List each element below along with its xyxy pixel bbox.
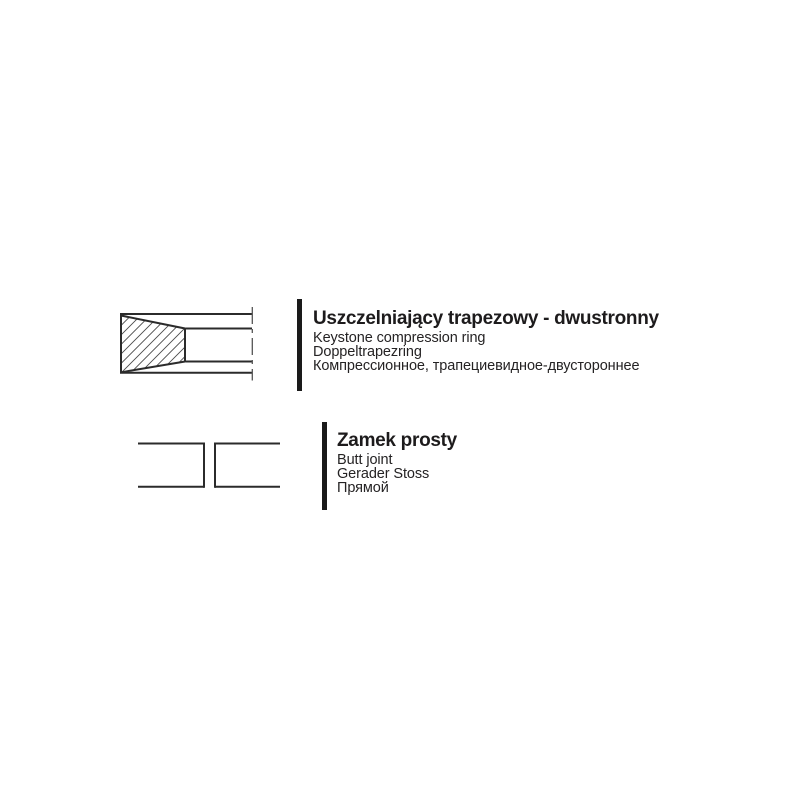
- entry-divider-bar: [297, 299, 302, 391]
- entry-divider-bar: [322, 422, 327, 510]
- keystone-ring-cross-section-diagram: [112, 303, 260, 385]
- entry-text-block: [337, 430, 457, 495]
- entry-translation-en: Keystone compression ring: [313, 330, 486, 346]
- entry-translation-de: Doppeltrapezring: [313, 343, 422, 360]
- entry-translation-ru: Компрессионное, трапециевидное-двустороннее: [313, 357, 640, 374]
- entry-translations: [337, 454, 457, 495]
- entry-translation-ru: Прямой: [337, 479, 389, 496]
- entry-translation-en: Butt joint: [337, 452, 393, 468]
- entry-title-pl: Uszczelniający trapezowy - dwustronny: [313, 308, 659, 329]
- butt-joint-diagram: [130, 436, 288, 494]
- entry-title-pl: Zamek prosty: [337, 430, 457, 451]
- entry-translation-de: Gerader Stoss: [337, 465, 430, 482]
- entry-text-block: [313, 308, 659, 373]
- entry-translations: [313, 332, 659, 373]
- trapezoid-ring-section: [121, 316, 185, 373]
